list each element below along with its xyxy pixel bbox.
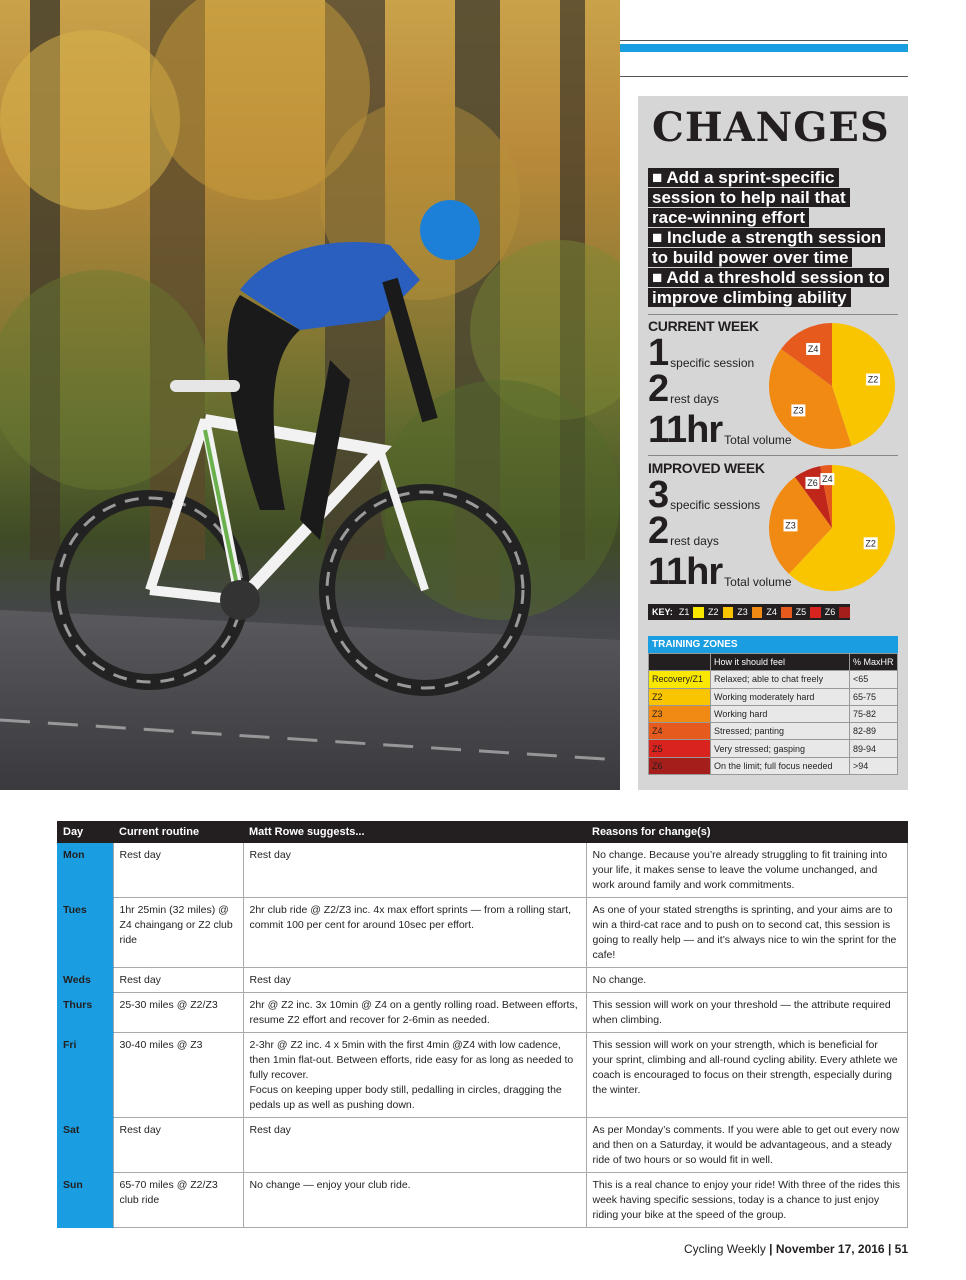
zones-header-row <box>649 654 898 671</box>
schedule-row <box>57 993 908 1033</box>
zone-name: Z6 <box>649 757 711 774</box>
zone-name: Recovery/Z1 <box>649 671 711 688</box>
schedule-current: Rest day <box>113 1118 243 1173</box>
zone-hr: 82-89 <box>850 723 898 740</box>
bullet-line: to build power over time <box>648 248 852 267</box>
changes-title: CHANGES <box>652 104 890 151</box>
changes-bullet-list <box>648 168 898 308</box>
schedule-header-cell: Day <box>57 821 113 843</box>
zone-hr: >94 <box>850 757 898 774</box>
schedule-suggest: 2-3hr @ Z2 inc. 4 x 5min with the first 4min @Z4 with low cadence, then 1min flat-out. Between efforts, ride easy for as long as needed to fully recover. Focus on keeping upper body still, pedalling in circles, dragging the pedals up as well as pushing down. <box>243 1033 586 1118</box>
key-item-z5: Z5 <box>795 607 807 617</box>
stat-label: rest days <box>670 534 719 548</box>
key-item-z2: Z2 <box>708 607 719 617</box>
improved-stat-rest <box>648 512 719 550</box>
current-week-pie-chart <box>768 322 896 450</box>
key-swatch <box>693 607 704 618</box>
stat-label: specific session <box>670 356 755 370</box>
divider <box>648 455 898 456</box>
current-stat-sessions <box>648 334 754 372</box>
schedule-row <box>57 843 908 898</box>
zones-row <box>649 757 898 774</box>
zones-row <box>649 688 898 705</box>
zone-feel: Very stressed; gasping <box>711 740 850 757</box>
zone-hr: <65 <box>850 671 898 688</box>
improved-stat-sessions <box>648 476 760 514</box>
key-item-z1: Z1 <box>678 607 690 617</box>
schedule-current: 30-40 miles @ Z3 <box>113 1033 243 1118</box>
zone-feel: On the limit; full focus needed <box>711 757 850 774</box>
zones-header-cell: % MaxHR <box>850 654 898 671</box>
schedule-day: Weds <box>57 968 113 993</box>
schedule-suggest: Rest day <box>243 843 586 898</box>
zone-key <box>648 604 850 620</box>
schedule-current: 25-30 miles @ Z2/Z3 <box>113 993 243 1033</box>
bullet-line: ■ Include a strength session <box>648 228 885 247</box>
changes-sidebar <box>638 96 908 790</box>
key-item-z3: Z3 <box>737 607 748 617</box>
pie-label: Z2 <box>867 374 879 385</box>
stat-number: 1 <box>648 332 669 374</box>
schedule-day: Sat <box>57 1118 113 1173</box>
schedule-current: Rest day <box>113 968 243 993</box>
schedule-day: Mon <box>57 843 113 898</box>
zone-feel: Working hard <box>711 705 850 722</box>
zones-header-cell: How it should feel <box>711 654 850 671</box>
stat-number: 2 <box>648 368 669 410</box>
schedule-reason: This session will work on your threshold — the attribute required when climbing. <box>586 993 908 1033</box>
schedule-suggest: 2hr @ Z2 inc. 3x 10min @ Z4 on a gently rolling road. Between efforts, resume Z2 effort and recover for 2-6min as needed. <box>243 993 586 1033</box>
zone-name: Z5 <box>649 740 711 757</box>
pie-label: Z4 <box>822 474 833 485</box>
improved-week-heading: IMPROVED WEEK <box>648 460 765 476</box>
schedule-day: Thurs <box>57 993 113 1033</box>
zone-feel: Relaxed; able to chat freely <box>711 671 850 688</box>
pie-label: Z2 <box>865 538 876 549</box>
training-schedule-table <box>57 821 908 1228</box>
schedule-row <box>57 968 908 993</box>
zone-feel: Stressed; panting <box>711 723 850 740</box>
schedule-row <box>57 898 908 968</box>
pie-label: Z4 <box>807 343 819 354</box>
key-item-z6: Z6 <box>824 607 836 617</box>
zone-feel: Working moderately hard <box>711 688 850 705</box>
zone-hr: 65-75 <box>850 688 898 705</box>
schedule-reason: As per Monday’s comments. If you were able to get out every now and then on a Saturday, it would be advantageous, and a steady ride of two hours or so would fit in well. <box>586 1118 908 1173</box>
zone-hr: 75-82 <box>850 705 898 722</box>
key-label: KEY: <box>652 607 673 617</box>
zone-name: Z4 <box>649 723 711 740</box>
footer-page-number: 51 <box>894 1242 908 1256</box>
schedule-reason: As one of your stated strengths is sprinting, and your aims are to win a third-cat race and to push on to second cat, this session is going to really help — and it’s always nice to win the sprint for the cafe! <box>586 898 908 968</box>
training-zones-table <box>648 653 898 775</box>
schedule-suggest: Rest day <box>243 968 586 993</box>
schedule-reason: No change. <box>586 968 908 993</box>
footer-publication: Cycling Weekly <box>684 1242 766 1256</box>
schedule-header-row <box>57 821 908 843</box>
schedule-header-cell: Matt Rowe suggests... <box>243 821 586 843</box>
key-swatch <box>752 607 763 618</box>
schedule-day: Sun <box>57 1173 113 1228</box>
current-week-heading: CURRENT WEEK <box>648 318 759 334</box>
zones-row <box>649 671 898 688</box>
pie-label: Z6 <box>807 477 818 488</box>
zones-row <box>649 740 898 757</box>
stat-label: Total volume <box>724 575 792 589</box>
zone-name: Z3 <box>649 705 711 722</box>
current-stat-rest <box>648 370 719 408</box>
zones-header-cell <box>649 654 711 671</box>
schedule-current: 1hr 25min (32 miles) @ Z4 chaingang or Z2 club ride <box>113 898 243 968</box>
bullet-line: ■ Add a sprint-specific <box>648 168 839 187</box>
schedule-header-cell: Current routine <box>113 821 243 843</box>
schedule-suggest: No change — enjoy your club ride. <box>243 1173 586 1228</box>
footer-date: November 17, 2016 <box>775 1242 885 1256</box>
divider <box>648 314 898 315</box>
stat-label: specific sessions <box>670 498 761 512</box>
schedule-reason: No change. Because you’re already struggling to fit training into your life, it makes sense to leave the volume unchanged, and work around family and work commitments. <box>586 843 908 898</box>
zones-row <box>649 705 898 722</box>
bullet-line: ■ Add a threshold session to <box>648 268 889 287</box>
key-swatch <box>781 607 792 618</box>
schedule-suggest: Rest day <box>243 1118 586 1173</box>
training-zones-title: TRAINING ZONES <box>648 636 898 653</box>
bullet-line: race-winning effort <box>648 208 809 227</box>
cyclist-illustration <box>0 0 620 790</box>
schedule-row <box>57 1033 908 1118</box>
stat-label: Total volume <box>724 433 792 447</box>
schedule-current: 65-70 miles @ Z2/Z3 club ride <box>113 1173 243 1228</box>
schedule-day: Tues <box>57 898 113 968</box>
pie-label: Z3 <box>785 520 796 531</box>
key-swatch <box>810 607 821 618</box>
zones-row <box>649 723 898 740</box>
stat-number: 11hr <box>648 409 723 451</box>
key-swatch <box>839 607 850 618</box>
schedule-suggest: 2hr club ride @ Z2/Z3 inc. 4x max effort sprints — from a rolling start, commit 100 per cent for around 10sec per effort. <box>243 898 586 968</box>
stat-number: 2 <box>648 510 669 552</box>
improved-week-pie-chart <box>768 464 896 592</box>
schedule-row <box>57 1173 908 1228</box>
page-footer: Cycling Weekly | November 17, 2016 | 51 <box>684 1242 908 1256</box>
schedule-reason: This is a real chance to enjoy your ride! With three of the rides this week having specific sessions, today is a chance to just enjoy riding your bike at the speed of the group. <box>586 1173 908 1228</box>
schedule-reason: This session will work on your strength, which is beneficial for your sprint, climbing and all-round cycling ability. Every athlete we coach is encouraged to focus on their strength, especially during the winter. <box>586 1033 908 1118</box>
pie-label: Z3 <box>793 405 804 416</box>
cyclist-photo <box>0 0 620 790</box>
schedule-day: Fri <box>57 1033 113 1118</box>
stat-label: rest days <box>670 392 719 406</box>
zone-name: Z2 <box>649 688 711 705</box>
stat-number: 3 <box>648 474 669 516</box>
bullet-line: improve climbing ability <box>648 288 851 307</box>
stat-number: 11hr <box>648 551 723 593</box>
key-swatch <box>723 607 734 618</box>
schedule-current: Rest day <box>113 843 243 898</box>
schedule-header-cell: Reasons for change(s) <box>586 821 908 843</box>
zone-hr: 89-94 <box>850 740 898 757</box>
bullet-line: session to help nail that <box>648 188 850 207</box>
schedule-row <box>57 1118 908 1173</box>
key-item-z4: Z4 <box>766 607 777 617</box>
